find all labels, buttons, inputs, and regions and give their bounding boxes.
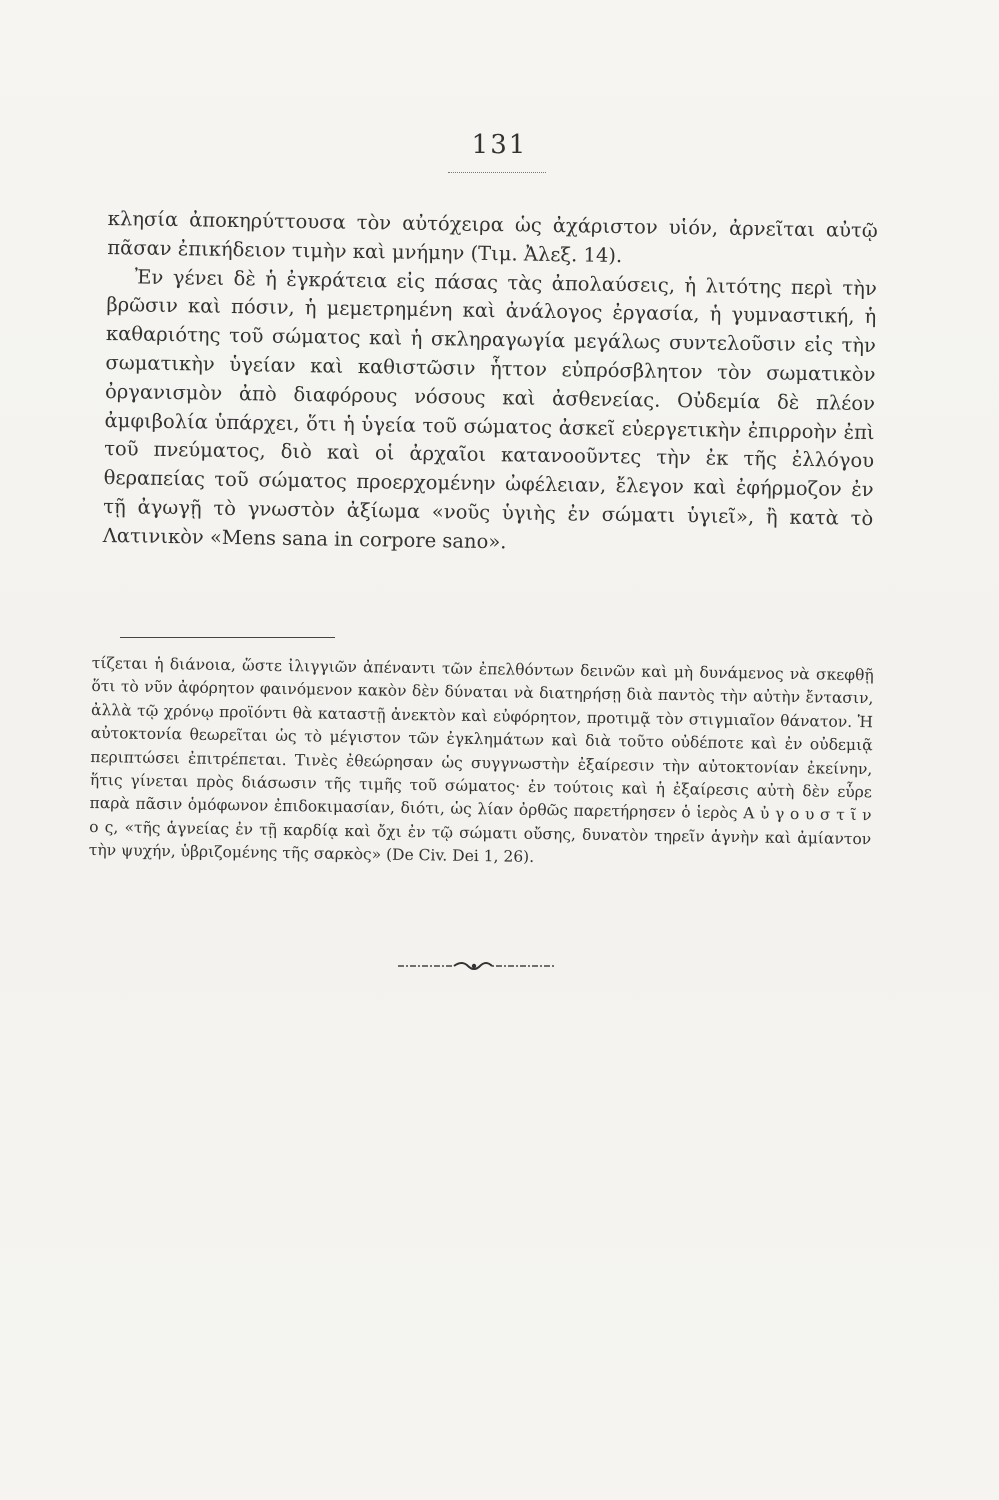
footnote-separator (120, 637, 335, 638)
main-paragraph-2: Ἐν γένει δὲ ἡ ἐγκράτεια εἰς πάσας τὰς ἀπολαύσεις, ἡ λιτότης περὶ τὴν βρῶσιν καὶ πόσιν, ἡ μεμετρημένη καὶ ἀνάλογος ἐργασία, ἡ γυμναστική, ἡ καθαριότης τοῦ σώματος καὶ ἡ σκληραγωγία μεγάλως συντελοῦσιν εἰς τὴν σωματικὴν ὑγείαν καὶ καθιστῶσιν ἧττον εὐπρόσβλητον τὸν σωματικὸν ὀργανισμὸν ἀπὸ διαφόρους νόσους καὶ ἀσθενείας. Οὐδεμία δὲ πλέον ἀμφιβολία ὑπάρχει, ὅτι ἡ ὑγεία τοῦ σώματος ἀσκεῖ εὐεργετικὴν ἐπιρροὴν ἐπὶ τοῦ πνεύματος, διὸ καὶ οἱ ἀρχαῖοι κατανοοῦντες τὴν ἐκ τῆς ἐλλόγου θεραπείας τοῦ σώματος προερχομένην ὠφέλειαν, ἔλεγον καὶ ἐφήρμοζον ἐν τῇ ἀγωγῇ τὸ γνωστὸν ἀξίωμα «νοῦς ὑγιὴς ἐν σώματι ὑγιεῖ», ἢ κατὰ τὸ Λατινικὸν «Mens sana in corpore sano». (102, 265, 877, 554)
page-number-rule (448, 172, 546, 173)
footnote (89, 652, 874, 875)
main-paragraph-1: κλησία ἀποκηρύττουσα τὸν αὐτόχειρα ὡς ἀχάριστον υἱόν, ἀρνεῖται αὐτῷ πᾶσαν ἐπικήδειον τιμὴν καὶ μνήμην (Τιμ. Ἀλεξ. 14). (107, 206, 878, 267)
tailpiece-ornament-icon (396, 958, 556, 974)
page-number: 131 (471, 130, 528, 160)
main-text (103, 205, 878, 563)
footnote-paragraph: τίζεται ἡ διάνοια, ὥστε ἰλιγγιῶν ἀπέναντι τῶν ἐπελθόντων δεινῶν καὶ μὴ δυνάμενος νὰ σκεφθῇ ὅτι τὸ νῦν ἀφόρητον φαινόμενον κακὸν δὲν δύναται νὰ διατηρήσῃ διὰ παντὸς τὴν αὐτὴν ἔντασιν, ἀλλὰ τῷ χρόνῳ προϊόντι θὰ καταστῇ ἀνεκτὸν καὶ εὐφόρητον, προτιμᾷ τὸν στιγμιαῖον θάνατον. Ἡ αὐτοκτονία θεωρεῖται ὡς τὸ μέγιστον τῶν ἐγκλημάτων καὶ διὰ τοῦτο οὐδέποτε καὶ ἐν οὐδεμιᾷ περιπτώσει ἐπιτρέπεται. Τινὲς ἐθεώρησαν ὡς συγγνωστὴν ἐξαίρεσιν τὴν αὐτοκτονίαν ἐκείνην, ἥτις γίνεται πρὸς διάσωσιν τῆς τιμῆς τοῦ σώματος· ἐν τούτοις καὶ ἡ ἐξαίρεσις αὐτὴ δὲν εὗρε παρὰ πᾶσιν ὁμόφωνον ἐπιδοκιμασίαν, διότι, ὡς λίαν ὀρθῶς παρετήρησεν ὁ ἱερὸς Α ὐ γ ο υ σ τ ῖ ν ο ς, «τῆς ἁγνείας ἐν τῇ καρδίᾳ καὶ ὄχι ἐν τῷ σώματι οὔσης, δυνατὸν τηρεῖν ἁγνὴν καὶ ἀμίαντον τὴν ψυχήν, ὑβριζομένης τῆς σαρκὸς» (De Civ. Dei 1, 26). (88, 653, 874, 867)
